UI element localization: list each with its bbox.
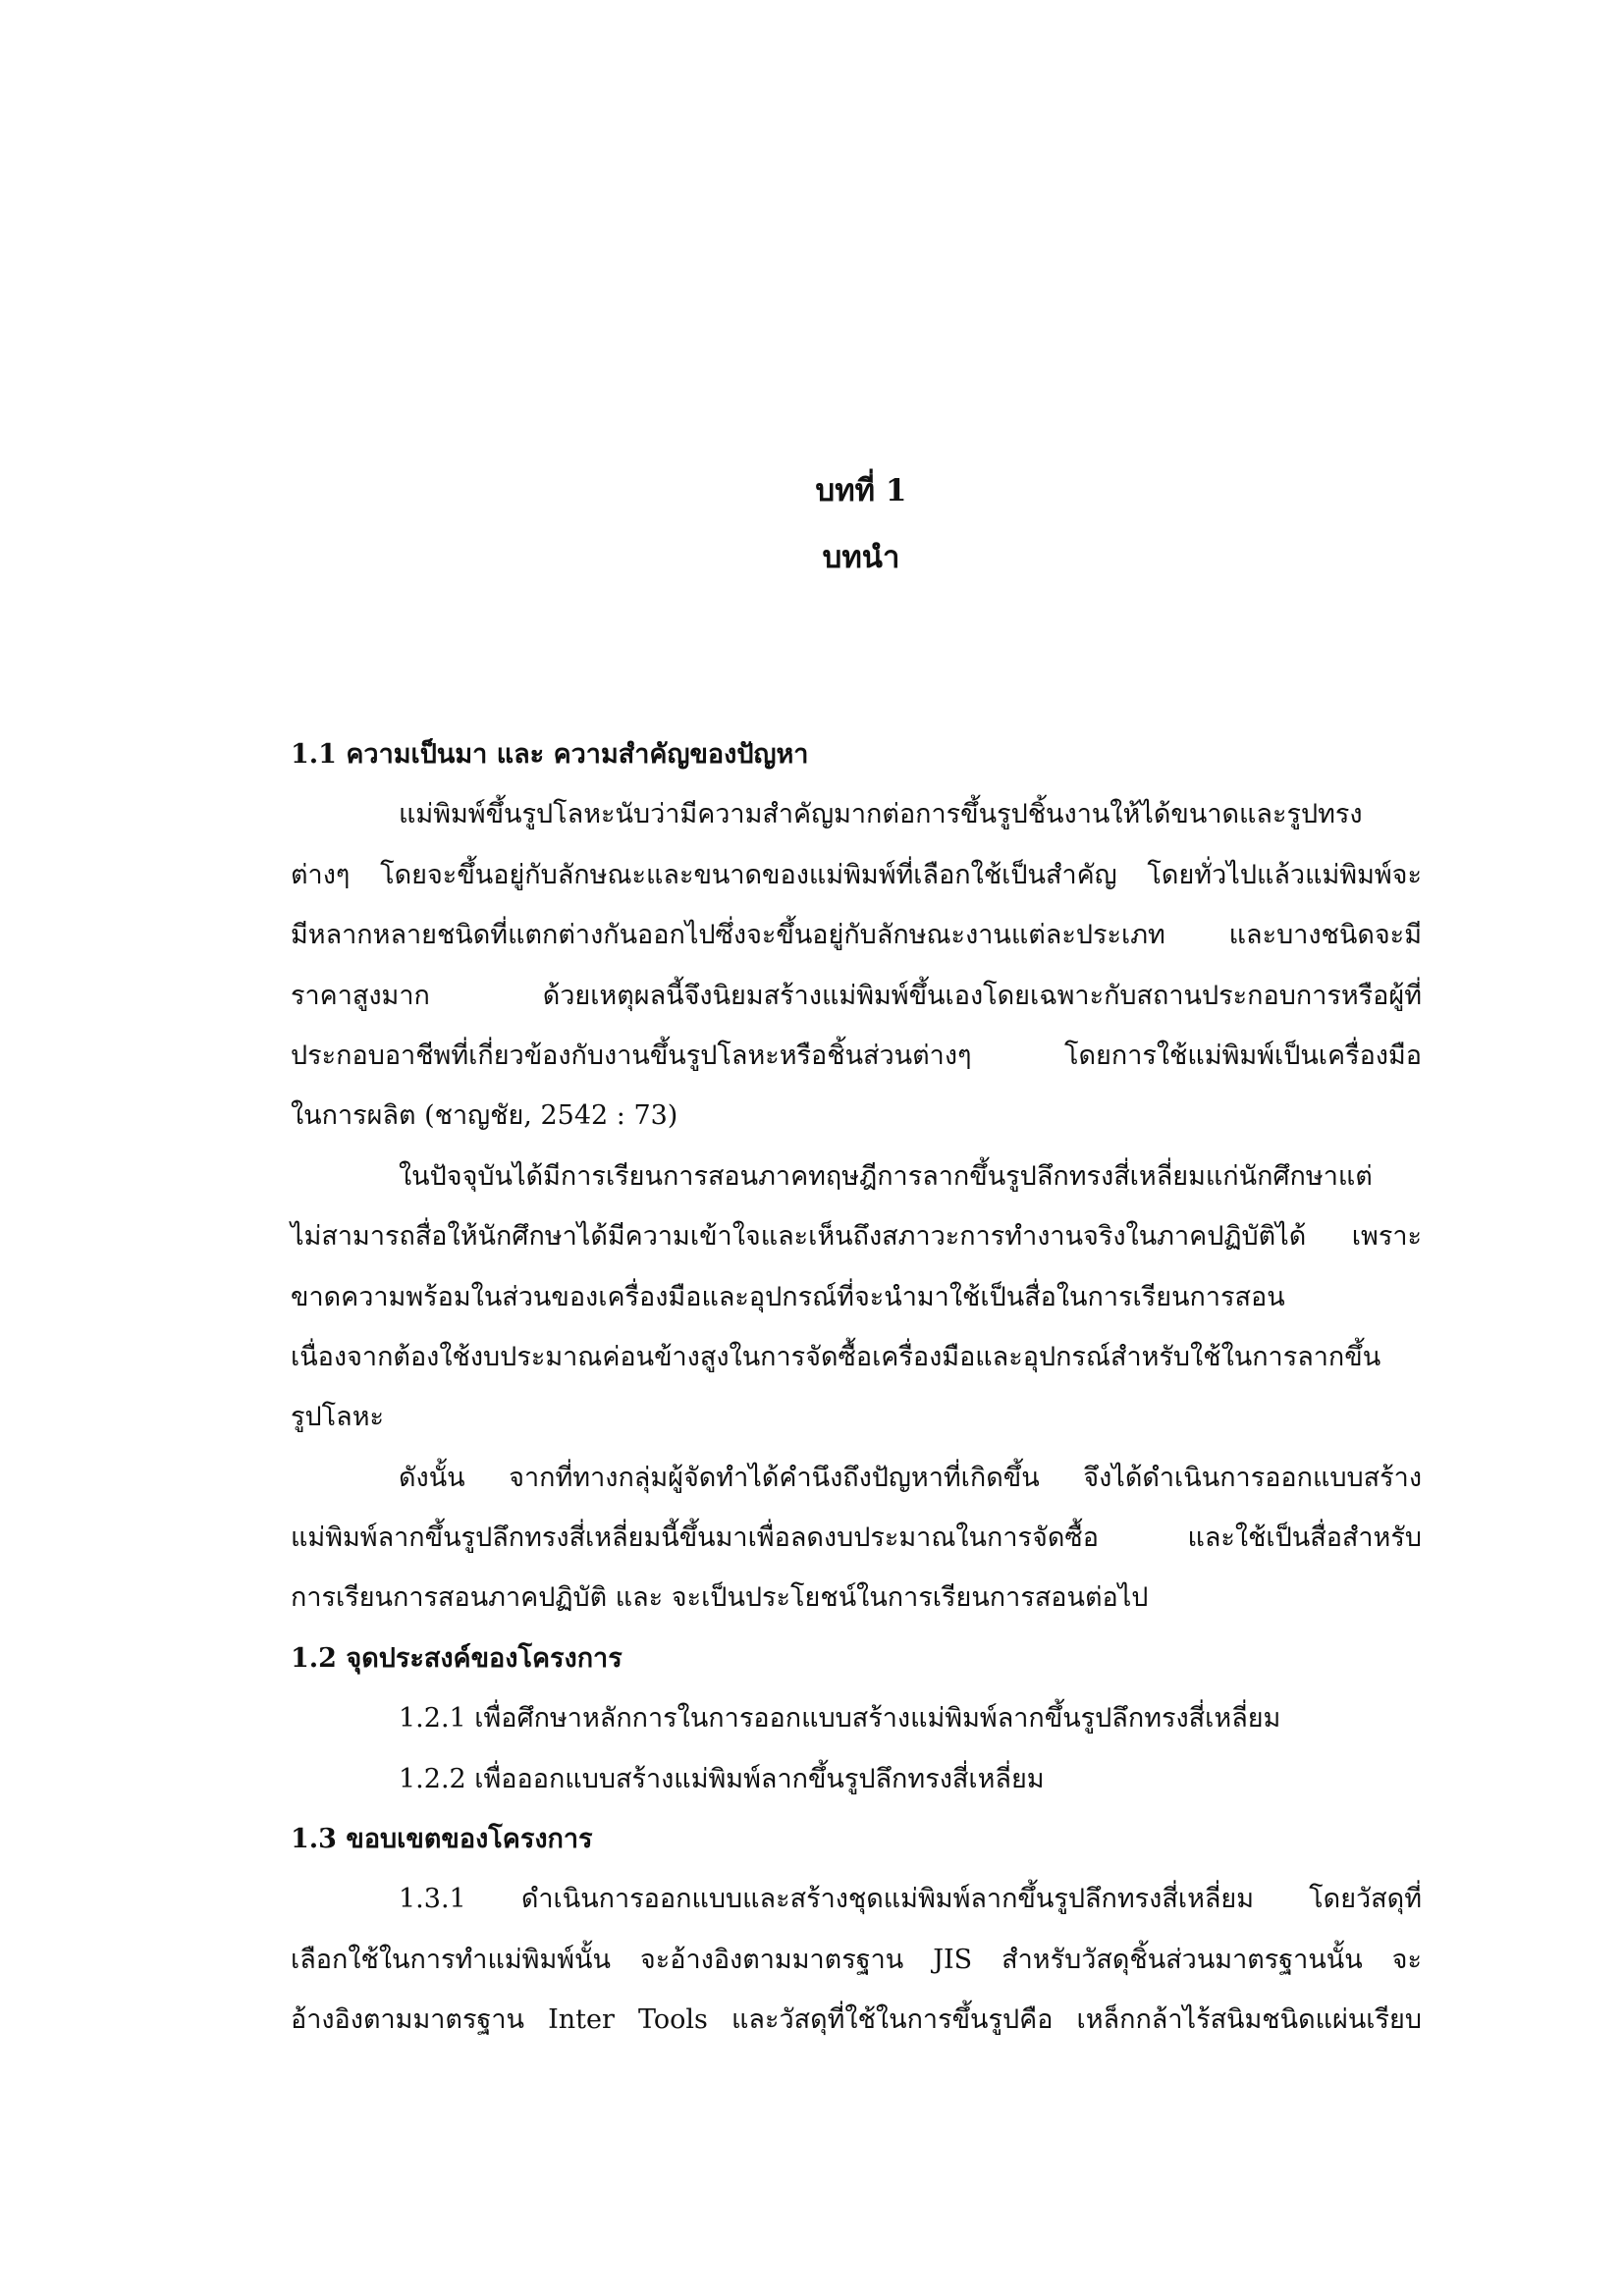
paragraph-line: มีหลากหลายชนิดที่แตกต่างกันออกไปซึ่งจะขึ้นอยู่กับลักษณะงานแต่ละประเภท และบางชนิดจะมี [291, 920, 1422, 951]
paragraph-line: แม่พิมพ์ขึ้นรูปโลหะนับว่ามีความสำคัญมากต่อการขึ้นรูปชิ้นงานให้ได้ขนาดและรูปทรง [399, 799, 1363, 830]
section-heading-1-2: 1.2 จุดประสงค์ของโครงการ [291, 1642, 623, 1674]
paragraph-line: ต่างๆ โดยจะขึ้นอยู่กับลักษณะและขนาดของแม่พิมพ์ที่เลือกใช้เป็นสำคัญ โดยทั่วไปแล้วแม่พิมพ์จะ [291, 859, 1422, 890]
paragraph-line: ขาดความพร้อมในส่วนของเครื่องมือและอุปกรณ์ที่จะนำมาใช้เป็นสื่อในการเรียนการสอน [291, 1281, 1285, 1312]
paragraph-line: แม่พิมพ์ลากขึ้นรูปลึกทรงสี่เหลี่ยมนี้ขึ้นมาเพื่อลดงบประมาณในการจัดซื้อ และใช้เป็นสื่อสำหรับ [291, 1522, 1422, 1554]
paragraph-line: ดังนั้น จากที่ทางกลุ่มผู้จัดทำได้คำนึงถึงปัญหาที่เกิดขึ้น จึงได้ดำเนินการออกแบบสร้าง [399, 1462, 1422, 1493]
paragraph-line: ราคาสูงมาก ด้วยเหตุผลนี้จึงนิยมสร้างแม่พิมพ์ขึ้นเองโดยเฉพาะกับสถานประกอบการหรือผู้ที่ [291, 980, 1422, 1011]
chapter-title: บทนำ [822, 540, 900, 575]
paragraph-line: รูปโลหะ [291, 1402, 384, 1433]
paragraph-line: ในปัจจุบันได้มีการเรียนการสอนภาคทฤษฎีการลากขึ้นรูปลึกทรงสี่เหลี่ยมแก่นักศึกษาแต่ [399, 1160, 1373, 1192]
section-heading-1-3: 1.3 ขอบเขตของโครงการ [291, 1824, 593, 1855]
paragraph-line: 1.3.1 ดำเนินการออกแบบและสร้างชุดแม่พิมพ์ลากขึ้นรูปลึกทรงสี่เหลี่ยม โดยวัสดุที่ [399, 1884, 1422, 1915]
paragraph-line: อ้างอิงตามมาตรฐาน Inter Tools และวัสดุที่ใช้ในการขึ้นรูปคือ เหล็กกล้าไร้สนิมชนิดแผ่นเรียบ [291, 2004, 1422, 2036]
body-text [291, 724, 1422, 2051]
paragraph-line: ในการผลิต (ชาญชัย, 2542 : 73) [291, 1100, 678, 1132]
paragraph-line: ไม่สามารถสื่อให้นักศึกษาได้มีความเข้าใจและเห็นถึงสภาวะการทำงานจริงในภาคปฏิบัติได้ เพราะ [291, 1221, 1422, 1253]
objective-item: 1.2.2 เพื่อออกแบบสร้างแม่พิมพ์ลากขึ้นรูปลึกทรงสี่เหลี่ยม [399, 1763, 1045, 1794]
paragraph-line: ประกอบอาชีพที่เกี่ยวข้องกับงานขึ้นรูปโลหะหรือชิ้นส่วนต่างๆ โดยการใช้แม่พิมพ์เป็นเครื่องมือ [291, 1040, 1422, 1071]
chapter-number: บทที่ 1 [815, 473, 907, 508]
paragraph-line: การเรียนการสอนภาคปฏิบัติ และ จะเป็นประโยชน์ในการเรียนการสอนต่อไป [291, 1582, 1149, 1614]
objective-item: 1.2.1 เพื่อศึกษาหลักการในการออกแบบสร้างแม่พิมพ์ลากขึ้นรูปลึกทรงสี่เหลี่ยม [399, 1703, 1281, 1735]
paragraph-line: เนื่องจากต้องใช้งบประมาณค่อนข้างสูงในการจัดซื้อเครื่องมือและอุปกรณ์สำหรับใช้ในการลากขึ้น [291, 1341, 1381, 1372]
section-heading-1-1: 1.1 ความเป็นมา และ ความสำคัญของปัญหา [291, 739, 809, 770]
paragraph-line: เลือกใช้ในการทำแม่พิมพ์นั้น จะอ้างอิงตามมาตรฐาน JIS สำหรับวัสดุชิ้นส่วนมาตรฐานนั้น จะ [291, 1944, 1422, 1975]
